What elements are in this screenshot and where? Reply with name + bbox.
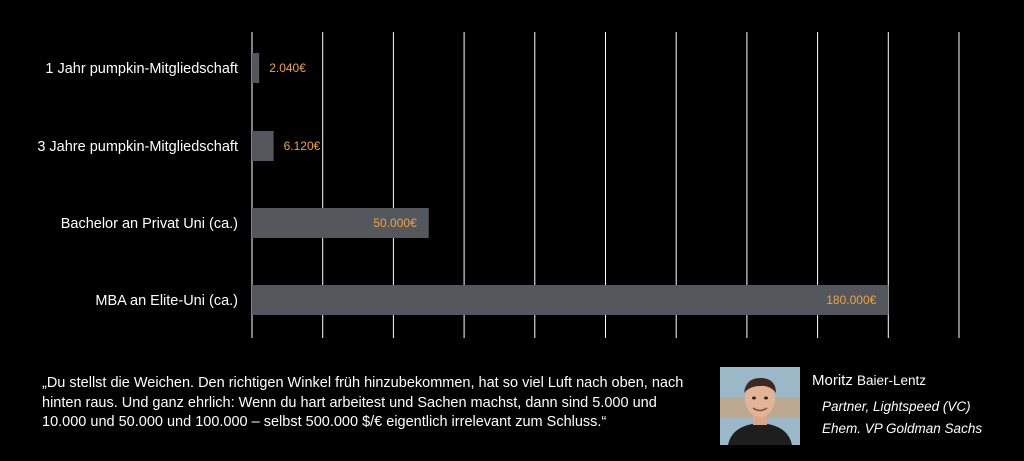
person-name xyxy=(812,372,926,389)
bar xyxy=(252,53,259,83)
category-label: Bachelor an Privat Uni (ca.) xyxy=(60,216,238,232)
value-label: 50.000€ xyxy=(373,216,417,230)
last-name: Baier-Lentz xyxy=(857,373,927,388)
category-label: 3 Jahre pumpkin-Mitgliedschaft xyxy=(37,139,238,155)
category-label: 1 Jahr pumpkin-Mitgliedschaft xyxy=(45,61,238,77)
first-name: Moritz xyxy=(812,372,853,389)
bar xyxy=(252,131,274,161)
bars xyxy=(252,53,888,315)
avatar xyxy=(720,367,800,445)
value-label: 180.000€ xyxy=(826,293,877,307)
bar xyxy=(252,285,888,315)
person-role-1: Partner, Lightspeed (VC) xyxy=(822,399,971,414)
category-labels xyxy=(37,61,238,309)
person-photo xyxy=(720,367,800,445)
value-label: 2.040€ xyxy=(269,61,306,75)
value-labels xyxy=(269,61,876,307)
category-label: MBA an Elite-Uni (ca.) xyxy=(95,293,238,309)
value-label: 6.120€ xyxy=(283,139,321,153)
testimonial-quote: „Du stellst die Weichen. Den richtigen Winkel früh hinzubekommen, hat so viel Luft nach oben, nach hinten raus. Und ganz ehrlich: Wenn du hart arbeitest und Sachen machst, dann sind 5.000 und 10.000 und 50.000 und 100.000 – selbst 500.000 $/€ eigentlich irrelevant zum Schluss.“ xyxy=(42,375,684,430)
person-role-2: Ehem. VP Goldman Sachs xyxy=(822,421,983,436)
